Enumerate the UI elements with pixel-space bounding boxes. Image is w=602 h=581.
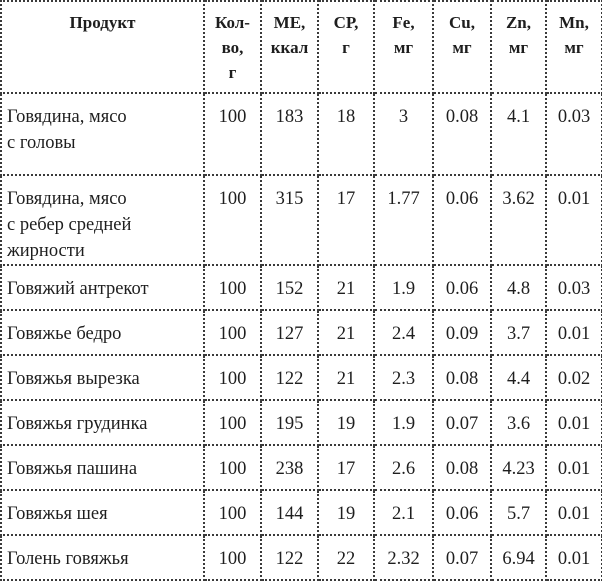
cell-mn: 0.03	[546, 93, 602, 175]
cell-product: Говяжья шея	[1, 490, 204, 535]
cell-mn: 0.01	[546, 175, 602, 265]
table-row	[1, 490, 602, 535]
cell-sr: 19	[318, 490, 374, 535]
cell-product: Говяжий антрекот	[1, 265, 204, 310]
cell-fe: 2.6	[374, 445, 433, 490]
cell-sr: 18	[318, 93, 374, 175]
cell-fe: 1.9	[374, 265, 433, 310]
cell-qty: 100	[204, 265, 261, 310]
cell-me: 183	[261, 93, 318, 175]
header-text: Cu,	[449, 13, 475, 32]
table-row	[1, 445, 602, 490]
header-text: г	[228, 63, 237, 82]
cell-cu: 0.07	[433, 400, 491, 445]
cell-cu: 0.08	[433, 445, 491, 490]
header-text: Кол-	[215, 13, 250, 32]
cell-fe: 1.9	[374, 400, 433, 445]
header-text: мг	[564, 38, 584, 57]
cell-cu: 0.09	[433, 310, 491, 355]
cell-fe: 3	[374, 93, 433, 175]
header-sr	[318, 1, 374, 93]
header-cu	[433, 1, 491, 93]
table-row	[1, 355, 602, 400]
product-text: Говядина, мясо	[7, 189, 127, 209]
table-row	[1, 93, 602, 175]
cell-zn: 3.7	[491, 310, 546, 355]
table-row	[1, 175, 602, 265]
table-row	[1, 310, 602, 355]
cell-me: 195	[261, 400, 318, 445]
cell-mn: 0.01	[546, 490, 602, 535]
header-text: Продукт	[69, 13, 136, 32]
header-text: мг	[393, 38, 414, 57]
cell-mn: 0.01	[546, 400, 602, 445]
cell-mn: 0.02	[546, 355, 602, 400]
cell-zn: 3.62	[491, 175, 546, 265]
header-text: СР,	[333, 13, 359, 32]
cell-sr: 17	[318, 445, 374, 490]
cell-product: Говяжья грудинка	[1, 400, 204, 445]
cell-product: Говяжья вырезка	[1, 355, 204, 400]
product-text: с ребер средней	[7, 215, 132, 235]
table-row	[1, 265, 602, 310]
header-text: Fe,	[392, 13, 415, 32]
cell-qty: 100	[204, 400, 261, 445]
cell-cu: 0.06	[433, 265, 491, 310]
header-row	[1, 1, 602, 93]
cell-sr: 22	[318, 535, 374, 580]
cell-zn: 6.94	[491, 535, 546, 580]
cell-cu: 0.07	[433, 535, 491, 580]
header-text: ккал	[270, 38, 309, 57]
cell-sr: 21	[318, 310, 374, 355]
cell-product: Говяжья пашина	[1, 445, 204, 490]
cell-fe: 1.77	[374, 175, 433, 265]
cell-me: 315	[261, 175, 318, 265]
product-text: Говядина, мясо	[7, 107, 127, 127]
cell-zn: 4.1	[491, 93, 546, 175]
header-text: во,	[221, 38, 244, 57]
product-text: жирности	[7, 241, 85, 261]
cell-cu: 0.06	[433, 490, 491, 535]
header-qty	[204, 1, 261, 93]
header-text: Zn,	[505, 13, 532, 32]
header-text: мг	[452, 38, 472, 57]
header-zn	[491, 1, 546, 93]
cell-fe: 2.1	[374, 490, 433, 535]
cell-me: 238	[261, 445, 318, 490]
cell-qty: 100	[204, 310, 261, 355]
cell-me: 122	[261, 355, 318, 400]
cell-me: 127	[261, 310, 318, 355]
cell-product	[1, 175, 204, 265]
cell-me: 122	[261, 535, 318, 580]
cell-cu: 0.08	[433, 355, 491, 400]
cell-product: Голень говяжья	[1, 535, 204, 580]
cell-zn: 3.6	[491, 400, 546, 445]
cell-product	[1, 93, 204, 175]
cell-fe: 2.4	[374, 310, 433, 355]
cell-mn: 0.01	[546, 310, 602, 355]
cell-mn: 0.01	[546, 535, 602, 580]
header-text: Mn,	[559, 13, 589, 32]
header-me	[261, 1, 318, 93]
table-row	[1, 400, 602, 445]
cell-me: 152	[261, 265, 318, 310]
cell-sr: 17	[318, 175, 374, 265]
cell-me: 144	[261, 490, 318, 535]
cell-cu: 0.08	[433, 93, 491, 175]
cell-qty: 100	[204, 355, 261, 400]
cell-qty: 100	[204, 175, 261, 265]
cell-zn: 4.23	[491, 445, 546, 490]
cell-fe: 2.3	[374, 355, 433, 400]
cell-fe: 2.32	[374, 535, 433, 580]
header-text: МЕ,	[273, 13, 306, 32]
cell-qty: 100	[204, 535, 261, 580]
cell-cu: 0.06	[433, 175, 491, 265]
cell-qty: 100	[204, 445, 261, 490]
header-text: мг	[508, 38, 529, 57]
product-text: с головы	[7, 133, 76, 153]
header-product	[1, 1, 204, 93]
cell-zn: 5.7	[491, 490, 546, 535]
header-mn	[546, 1, 602, 93]
cell-sr: 21	[318, 265, 374, 310]
header-fe	[374, 1, 433, 93]
cell-qty: 100	[204, 93, 261, 175]
cell-qty: 100	[204, 490, 261, 535]
cell-mn: 0.03	[546, 265, 602, 310]
cell-zn: 4.4	[491, 355, 546, 400]
cell-zn: 4.8	[491, 265, 546, 310]
cell-product: Говяжье бедро	[1, 310, 204, 355]
header-text: г	[342, 38, 350, 57]
cell-mn: 0.01	[546, 445, 602, 490]
table-row	[1, 535, 602, 580]
cell-sr: 19	[318, 400, 374, 445]
cell-sr: 21	[318, 355, 374, 400]
